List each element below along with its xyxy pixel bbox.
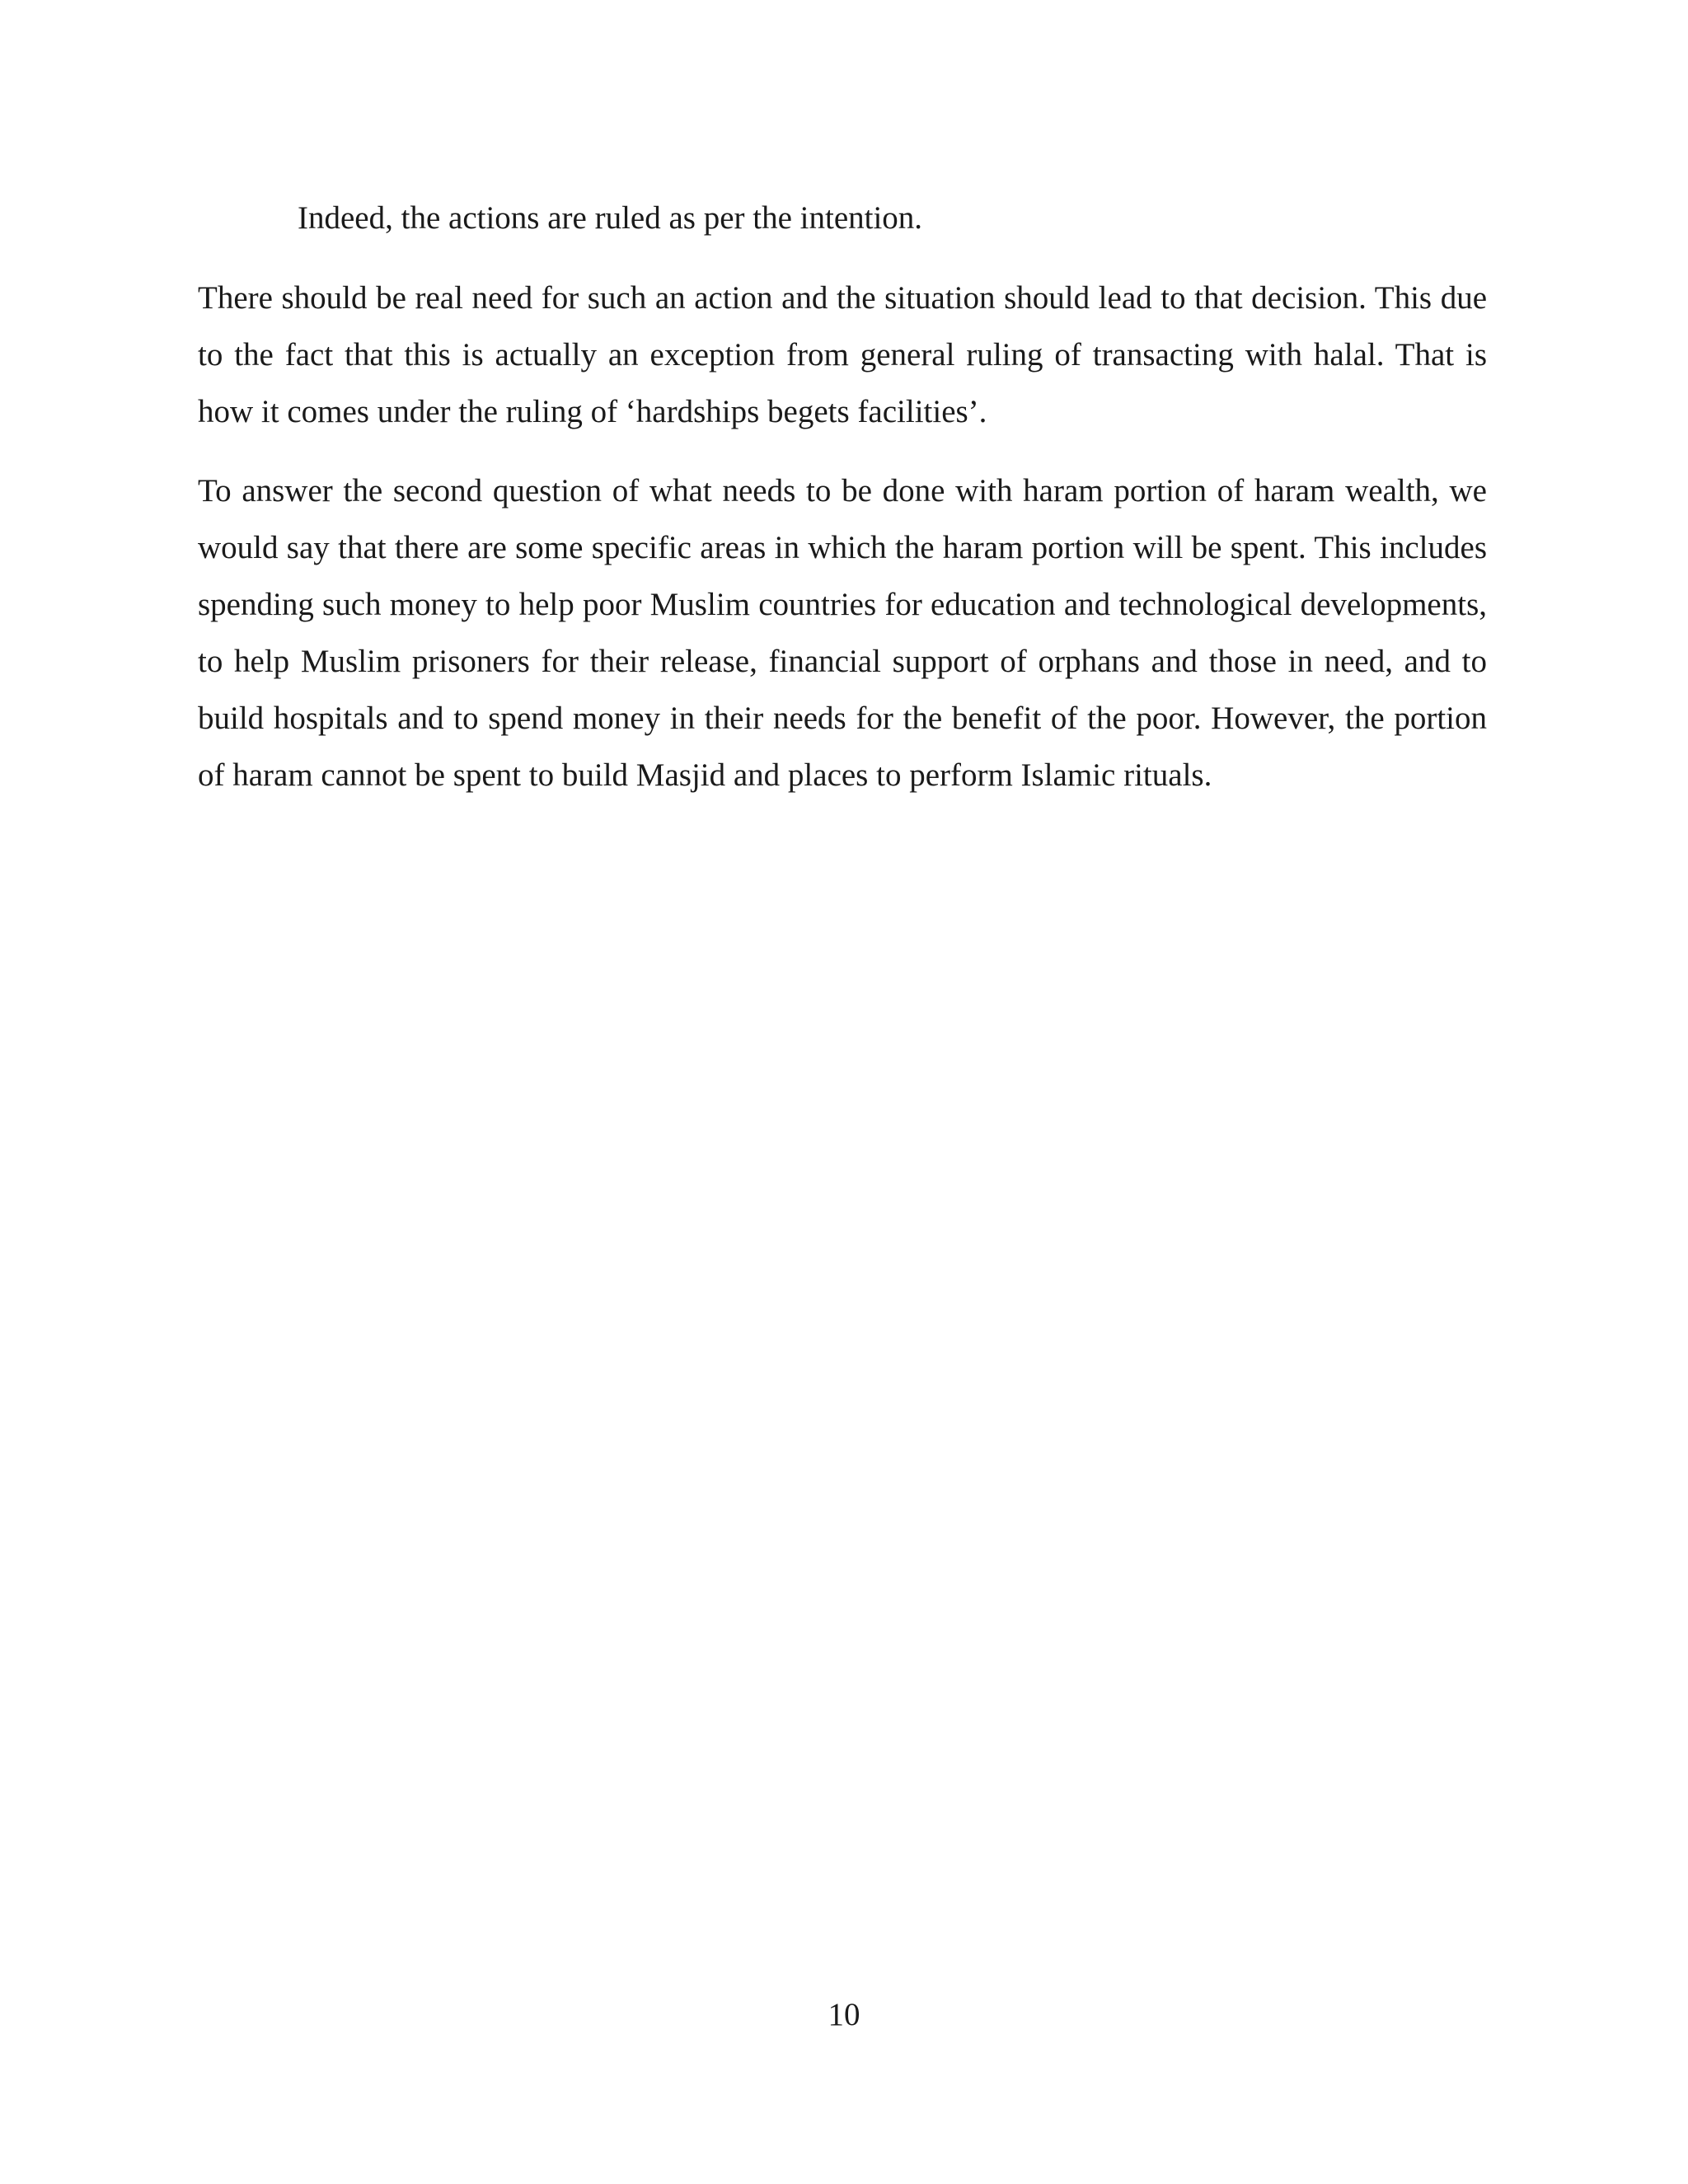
paragraph-haram-portion-spending: To answer the second question of what needs to be done with haram portion of haram wealth, we would say that there are some specific areas in which the haram portion will be spent. This includes spending such money to help poor Muslim countries for education and technological developments, to help Muslim prisoners for their release, financial support of orphans and those in need, and to build hospitals and to spend money in their needs for the benefit of the poor. However, the portion of haram cannot be spent to build Masjid and places to perform Islamic rituals. <box>198 473 1487 793</box>
paragraph-need-for-action: There should be real need for such an action and the situation should lead to that decision. This due to the fact that this is actually an exception from general ruling of transacting with halal. That is how it comes under the ruling of ‘hardships begets facilities’. <box>198 280 1487 429</box>
quote-text: Indeed, the actions are ruled as per the intention. <box>298 200 923 236</box>
page-number: 10 <box>828 1997 860 2032</box>
